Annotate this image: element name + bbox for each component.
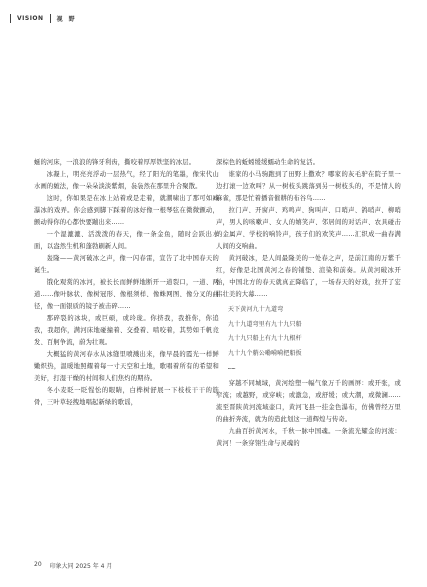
header-section: 视 野 [56,15,77,23]
left-column [34,157,219,409]
poem-line: 九十九只船上有九十九根杆 [228,335,302,342]
page-number: 20 [34,561,42,568]
header-label: VISION [17,14,44,22]
paragraph: 深棕色的蚯蚓缓缓蠕动生命的复活。 [216,159,320,166]
poem-line: …… [228,364,236,371]
poem-line: 天下黄河九十九道弯 [228,306,284,313]
header-divider [10,14,11,23]
paragraph: 这时，你如果是在冰上站着或是走着，就潮啸出了那可如臧瀑冰的戏弄。你会感到脚下踩着的冰好像一根琴弦在微微颤动，颤动得你的心都快要蹦出来…… [34,195,219,226]
poem-line: 九十九道弯里有九十九只船 [228,320,302,328]
paragraph: 轰隆——黄河破冰之声，像一闪春雷，宣告了北中国春天的诞生。 [34,255,219,274]
right-column [216,157,401,450]
paragraph: 冰凝上，明亮亮浮动一层热气，经了阳光的笔墨，像宋代山水画的皴法，像一朵朵淡淡紫烟，袅袅然在那里升合聚散。 [34,171,219,190]
header-divider [50,14,51,23]
poem-line: 九十九个艄公嘞嗬嗬把船扳 [228,349,302,357]
journal-issue: 印象大同 2025 年 4 月 [49,563,113,570]
paragraph: 黄河破冰，是人间最隆美的一处春之声，是前江南的万紫千红，好像是北国黄河之春的铺垫、渲染和前奏。从黄河破冰开始，中国北方的春天就真正降临了，一场春天的好戏，拉开了宏伟壮美的大幕…… [216,255,401,298]
paragraph: 穿越不同城域，黄河绘塑一幅气象万千的画屏：或开张，或窄流；或越野，或穿峡；或激急，或舒缓；或大潮，或微澜……流至晋陕黄河流域壶口，黄河飞县一挂金色瀑布，仿佛曾经万里的曲折奔流，就为的造此划这一道辉煌与传奇。 [216,379,401,423]
paragraph: 那碎裂的冰块，或巨硕，或玲珑。你挤我，我推你，你追我，我超你，满河床地碰撞着、交叠着、啮咬着，其势如千帆竞发、百舸争流，蔚为壮观。 [34,315,219,346]
running-header [10,10,77,26]
page-footer [34,561,112,570]
paragraph: 谁家的小马驹跑到了田野上撒欢？哪家的灰毛驴在院子里一边打滚一边欢叫？从一树枝头跳落到另一树枝头的，不是情人的麻雀，那是忙着播音催耕的布谷鸟…… [216,171,401,202]
paragraph: 拉门声、开窗声、鸡鸣声、狗叫声、口哨声、鸽哨声、柳哨声，男人的咳嗽声、女人的嬉笑声、邻居间的对话声、农具碰击的金属声、学校的响铃声，孩子们的欢笑声……汇织成一曲春满人间的交响曲。 [216,207,401,250]
paragraph: 饿化观赏的冰河，被长长而鲜鲜地断开一道裂口，一道、两道……像叶脉状、像树冠形、像根须样、像蛛网图、像分叉的曲径，像一面银质的镜子被击碎…… [34,279,219,310]
paragraph: 大概猛的黄河春水从冰缝里喷溅出来，像早晨的霞光一样鲜嫩炽热，温暖地照耀着每一寸天空和土地，歌唱着所有的希望和美好，打湿干燥的村间和人们焦灼的期待。 [34,351,219,382]
folk-song-quote [228,303,401,376]
paragraph: 九曲百折黄河水，千秋一脉中国魂。一条流光耀金的河流：黄河！一条穿翎生命与灵魂的 [216,427,401,447]
paragraph: 蜒的河床，一浪浪的锋牙利齿，撕咬着厚厚铁坚的冰层。 [34,159,196,166]
paragraph: 冬小麦眨一眨惺忪的眼睛，白桦树舒展一下枝枝干干的筋骨，三叶草轻拽地唱起新绿的歌谣， [34,387,219,406]
paragraph: 一个湿漉漉、活泼泼的春天，像一条金鱼，随时会跃出水面，以盎然生机和蓬勃刷新人间。 [34,231,219,250]
